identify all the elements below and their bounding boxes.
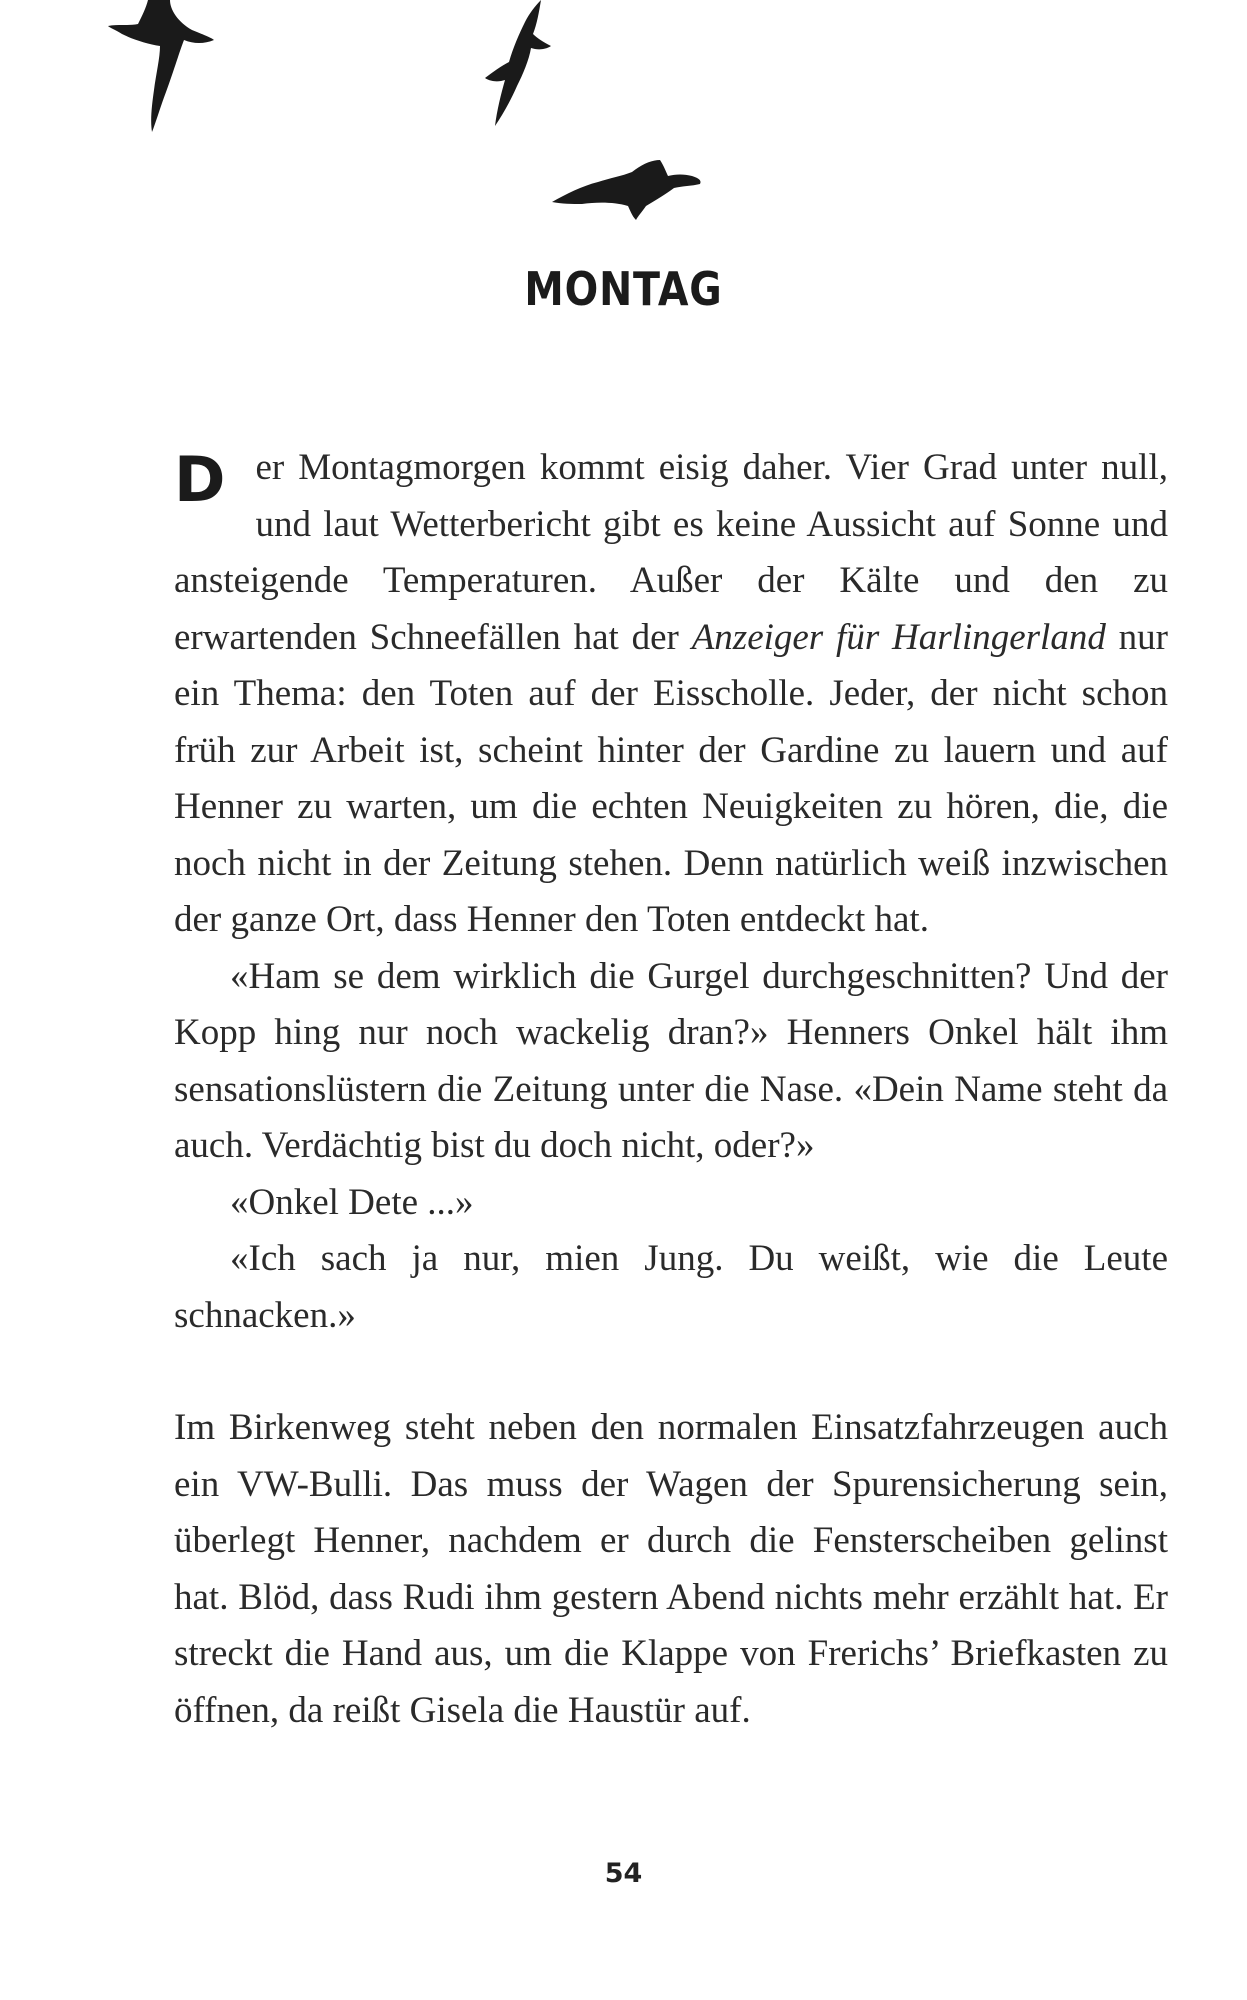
page-number: 54 xyxy=(604,1858,643,1889)
drop-cap: D xyxy=(174,443,226,516)
chapter-text xyxy=(174,440,1168,1739)
chapter-title: MONTAG xyxy=(524,262,723,316)
paragraph-text: er Montagmorgen kommt eisig daher. Vier Grad unter null, und laut Wetterbericht gibt es keine Aussicht auf Sonne und ansteigende Temperaturen. Außer der Kälte und den zu erwartenden Schneefällen hat der xyxy=(174,447,1168,658)
newspaper-title: Anzeiger für Harlingerland xyxy=(691,616,1106,658)
bird-icon xyxy=(483,0,563,128)
paragraph-text: nur ein Thema: den Toten auf der Eisscholle. Jeder, der nicht schon früh zur Arbeit ist, scheint hinter der Gardine zu lauern und auf Henner zu warten, um die echten Neuigkeiten zu hören, die, die noch nicht in der Zeitung stehen. Denn natürlich weiß inzwischen der ganze Ort, dass Henner den Toten entdeckt hat. xyxy=(174,616,1168,940)
bird-icon xyxy=(552,158,702,220)
paragraph: Im Birkenweg steht neben den normalen Einsatzfahrzeugen auch ein VW-Bulli. Das muss der Wagen der Spurensicherung sein, überlegt Henner, nachdem er durch die Fensterscheiben gelinst hat. Blöd, dass Rudi ihm gestern Abend nichts mehr erzählt hat. Er streckt die Hand aus, um die Klappe von Frerichs’ Briefkasten zu öffnen, da reißt Gisela die Haustür auf. xyxy=(174,1407,1168,1731)
paragraph: «Onkel Dete ...» xyxy=(230,1181,474,1223)
paragraph: «Ham se dem wirklich die Gurgel durchgeschnitten? Und der Kopp hing nur noch wackelig dran?» Henners Onkel hält ihm sensationslüstern die Zeitung unter die Nase. «Dein Name steht da auch. Verdächtig bist du doch nicht, oder?» xyxy=(174,955,1168,1166)
paragraph xyxy=(174,440,1168,949)
bird-icon xyxy=(108,0,218,135)
paragraph: «Ich sach ja nur, mien Jung. Du weißt, wie die Leute schnacken.» xyxy=(174,1238,1168,1336)
